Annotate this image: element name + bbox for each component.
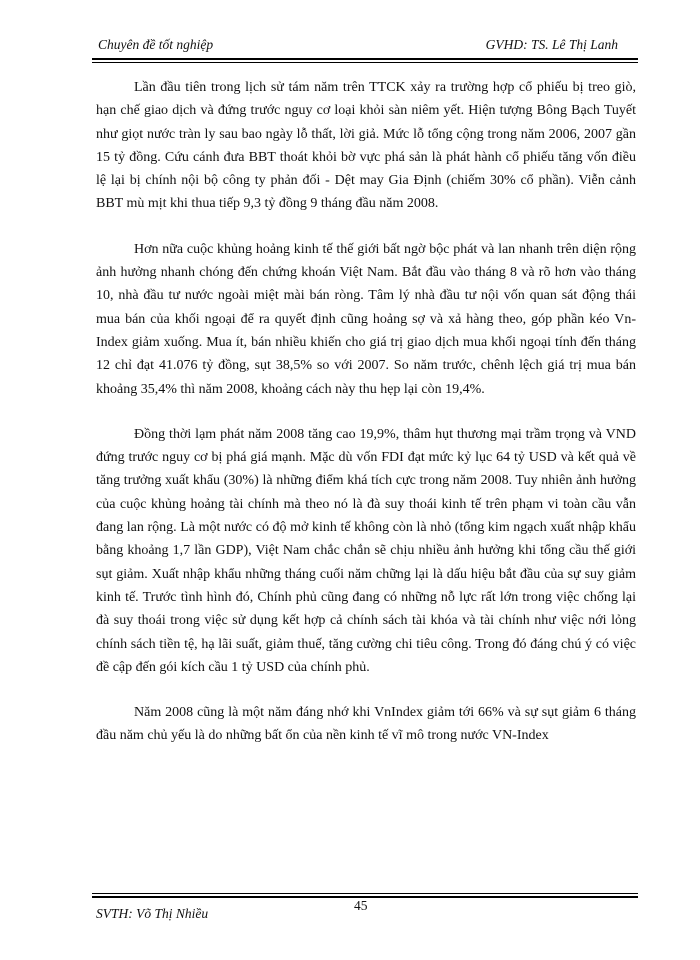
body-text [96, 76, 636, 770]
header-document-type: Chuyên đề tốt nghiệp [98, 37, 214, 52]
page-number: 45 [354, 898, 368, 913]
header-rule-thin [92, 62, 638, 63]
paragraph-2: Hơn nữa cuộc khủng hoảng kinh tế thế giới bất ngờ bộc phát và lan nhanh trên diện rộng ảnh hưởng nhanh chóng đến chứng khoán Việt Nam. Bắt đầu vào tháng 8 và rõ hơn vào tháng 10, nhà đầu tư nước ngoài miệt mài bán ròng. Tâm lý nhà đầu tư nội vốn quan sát động thái mua bán của khối ngoại để ra quyết định cũng hoảng sợ và xả hàng theo, góp phần kéo Vn-Index giảm xuống. Mua ít, bán nhiều khiến cho giá trị giao dịch mua khối ngoại tính đến tháng 12 chỉ đạt 41.076 tỷ đồng, sụt 38,5% so với 2007. So năm trước, chênh lệch giá trị mua bán khoảng 35,4% thì năm 2008, khoảng cách này thu hẹp lại còn 19,4%. [96, 241, 636, 397]
footer-rule-thin [92, 893, 638, 894]
paragraph-3: Đồng thời lạm phát năm 2008 tăng cao 19,9%, thâm hụt thương mại trầm trọng và VND đứng trước nguy cơ bị phá giá mạnh. Mặc dù vốn FDI đạt mức kỷ lục 64 tỷ USD và kết quả về tăng trưởng xuất khẩu (30%) là những điểm khá tích cực trong năm 2008. Tuy nhiên ảnh hưởng của cuộc khủng hoảng tài chính mà theo nó là đà suy thoái kinh tế trên phạm vi toàn cầu vẫn đang lan rộng. Là một nước có độ mở kinh tế không còn là nhỏ (tổng kim ngạch xuất nhập khẩu bằng khoảng 1,7 lần GDP), Việt Nam chắc chắn sẽ chịu nhiều ảnh hưởng khi tổng cầu thế giới sụt giảm. Xuất nhập khẩu những tháng cuối năm chững lại là dấu hiệu bắt đầu của sự suy giảm kinh tế. Trước tình hình đó, Chính phủ cũng đang có những nỗ lực rất lớn trong việc chống lại đà suy thoái trong việc sử dụng kết hợp cả chính sách tài khóa và tài chính như việc nới lỏng chính sách tiền tệ, hạ lãi suất, giảm thuế, tăng cường chi tiêu công. Trong đó đáng chú ý có việc đề cập đến gói kích cầu 1 tỷ USD của chính phủ. [96, 426, 636, 675]
paragraph-1: Lần đầu tiên trong lịch sử tám năm trên TTCK xảy ra trường hợp cổ phiếu bị treo giò, hạn chế giao dịch và đứng trước nguy cơ loại khỏi sàn niêm yết. Hiện tượng Bông Bạch Tuyết như giọt nước tràn ly sau bao ngày lỗ thất, lời giả. Mức lỗ tổng cộng trong năm 2006, 2007 gần 15 tỷ đồng. Cứu cánh đưa BBT thoát khỏi bờ vực phá sản là phát hành cổ phiếu tăng vốn điều lệ lại bị chính nội bộ công ty phản đối - Dệt may Gia Định (chiếm 30% cổ phần). Viễn cảnh BBT mù mịt khi thua tiếp 9,3 tỷ đồng 9 tháng đầu năm 2008. [96, 80, 636, 212]
page-header [92, 34, 626, 56]
header-rule-thick [92, 58, 638, 60]
header-advisor: GVHD: TS. Lê Thị Lanh [485, 37, 618, 52]
footer-student: SVTH: Võ Thị Nhiều [96, 906, 209, 921]
paragraph-4: Năm 2008 cũng là một năm đáng nhớ khi VnIndex giảm tới 66% và sự sụt giảm 6 tháng đầu năm chủ yếu là do những bất ổn của nền kinh tế vĩ mô trong nước VN-Index [96, 705, 636, 744]
